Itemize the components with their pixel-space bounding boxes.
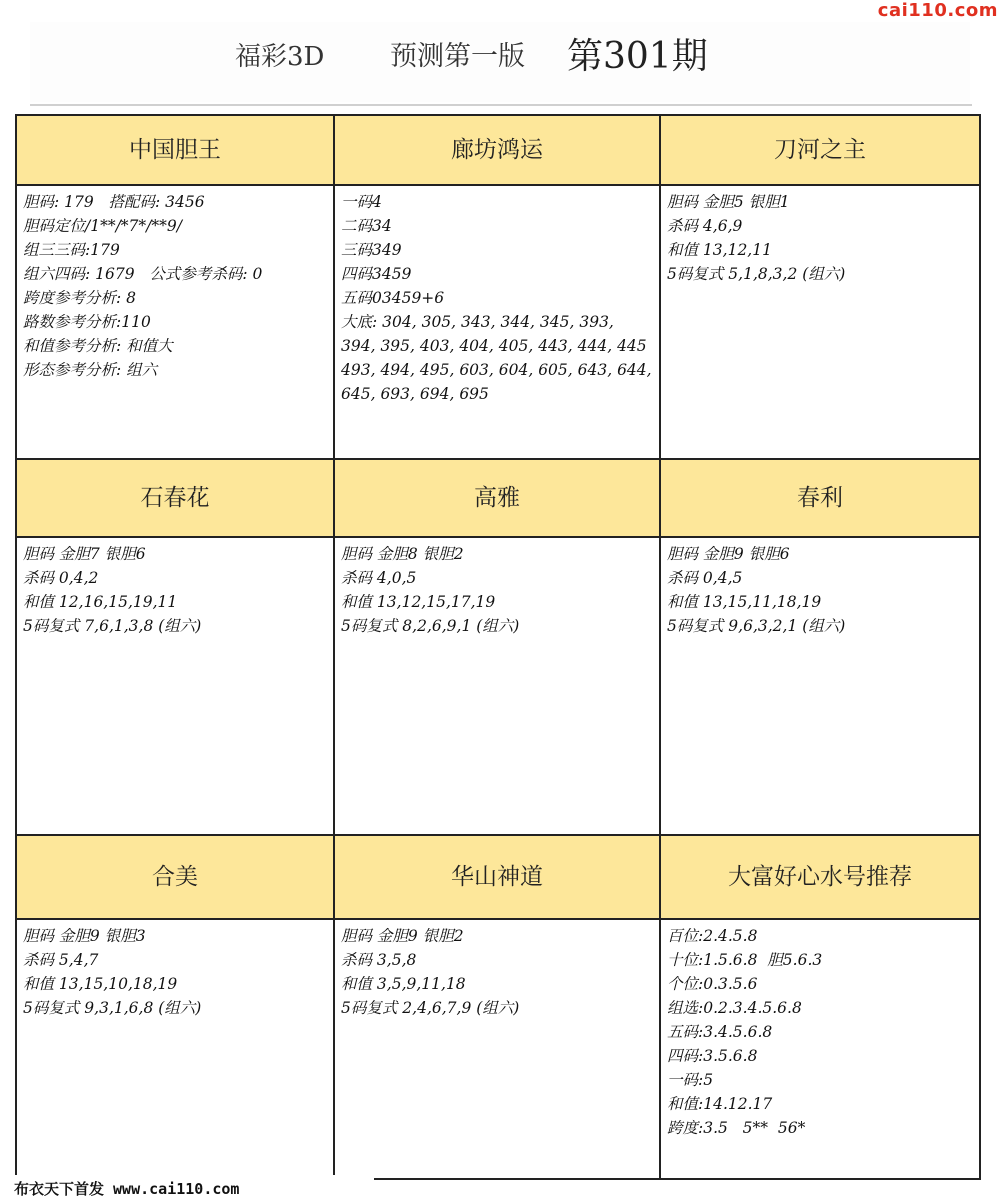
panel-line: 胆码定位/1**/*7*/**9/ <box>23 217 182 235</box>
panel-header-2: 廊坊鸿运 <box>335 116 661 186</box>
panel-body-3 <box>661 186 979 460</box>
panel-line: 四码3459 <box>341 265 412 283</box>
panel-body-2 <box>335 186 661 460</box>
panel-line: 百位:2.4.5.8 <box>667 927 758 945</box>
panel-line: 形态参考分析: 组六 <box>23 361 158 379</box>
panel-line: 组三三码:179 <box>23 241 120 259</box>
panel-line: 杀码 4,6,9 <box>667 217 743 235</box>
panel-body-6 <box>661 538 979 836</box>
panel-header-3: 刀河之主 <box>661 116 979 186</box>
panel-line: 杀码 4,0,5 <box>341 569 417 587</box>
panel-line: 和值 13,15,10,18,19 <box>23 975 178 993</box>
panel-line: 胆码 金胆9 银胆6 <box>667 545 790 563</box>
footer-watermark: 布衣天下首发 www.cai110.com <box>0 1175 374 1203</box>
panel-header-1: 中国胆王 <box>17 116 335 186</box>
panel-line: 胆码 金胆8 银胆2 <box>341 545 464 563</box>
panel-line: 5码复式 7,6,1,3,8 (组六) <box>23 617 202 635</box>
panel-line: 胆码 金胆5 银胆1 <box>667 193 790 211</box>
panel-line: 和值 13,12,15,17,19 <box>341 593 496 611</box>
panel-line: 杀码 5,4,7 <box>23 951 99 969</box>
panel-line: 胆码 金胆9 银胆3 <box>23 927 146 945</box>
site-watermark: cai110.com <box>877 0 998 21</box>
panel-line: 组六四码: 1679 公式参考杀码: 0 <box>23 265 263 283</box>
panel-header-8: 华山神道 <box>335 836 661 920</box>
panel-line: 5码复式 5,1,8,3,2 (组六) <box>667 265 846 283</box>
panel-body-1 <box>17 186 335 460</box>
panel-line: 和值 3,5,9,11,18 <box>341 975 466 993</box>
panel-line: 个位:0.3.5.6 <box>667 975 758 993</box>
prediction-grid <box>15 114 981 1180</box>
panel-header-4: 石春花 <box>17 460 335 538</box>
panel-line: 和值:14.12.17 <box>667 1095 773 1113</box>
panel-line: 三码349 <box>341 241 402 259</box>
issue-number: 第301期 <box>567 36 708 77</box>
panel-line: 四码:3.5.6.8 <box>667 1047 758 1065</box>
panel-line: 跨度:3.5 5** 56* <box>667 1119 806 1137</box>
panel-line: 五码03459+6 <box>341 289 445 307</box>
panel-line: 大底: 304, 305, 343, 344, 345, 393, 394, 395, 403, 404, 405, 443, 444, 445 <box>341 313 647 355</box>
panel-header-7: 合美 <box>17 836 335 920</box>
panel-line: 和值 13,15,11,18,19 <box>667 593 822 611</box>
panel-line: 二码34 <box>341 217 392 235</box>
panel-body-5 <box>335 538 661 836</box>
panel-header-5: 高雅 <box>335 460 661 538</box>
panel-line: 十位:1.5.6.8 胆5.6.3 <box>667 951 823 969</box>
panel-line: 五码:3.4.5.6.8 <box>667 1023 773 1041</box>
panel-line: 一码4 <box>341 193 382 211</box>
panel-line: 5码复式 9,6,3,2,1 (组六) <box>667 617 846 635</box>
panel-line: 路数参考分析:110 <box>23 313 151 331</box>
panel-line: 杀码 0,4,5 <box>667 569 743 587</box>
panel-body-7 <box>17 920 335 1178</box>
panel-header-6: 春利 <box>661 460 979 538</box>
panel-line: 493, 494, 495, 603, 604, 605, 643, 644, 645, 693, 694, 695 <box>341 361 652 403</box>
panel-line: 胆码 金胆7 银胆6 <box>23 545 146 563</box>
panel-line: 和值参考分析: 和值大 <box>23 337 173 355</box>
panel-body-4 <box>17 538 335 836</box>
header-divider <box>30 104 972 106</box>
edition-title: 预测第一版 <box>390 41 525 72</box>
panel-line: 和值 12,16,15,19,11 <box>23 593 178 611</box>
panel-line: 组选:0.2.3.4.5.6.8 <box>667 999 802 1017</box>
panel-header-9: 大富好心水号推荐 <box>661 836 979 920</box>
panel-line: 一码:5 <box>667 1071 714 1089</box>
panel-line: 胆码 金胆9 银胆2 <box>341 927 464 945</box>
panel-line: 杀码 0,4,2 <box>23 569 99 587</box>
panel-line: 和值 13,12,11 <box>667 241 772 259</box>
panel-body-9 <box>661 920 979 1178</box>
panel-line: 5码复式 9,3,1,6,8 (组六) <box>23 999 202 1017</box>
panel-line: 杀码 3,5,8 <box>341 951 417 969</box>
panel-line: 5码复式 8,2,6,9,1 (组六) <box>341 617 520 635</box>
panel-line: 跨度参考分析: 8 <box>23 289 137 307</box>
panel-line: 5码复式 2,4,6,7,9 (组六) <box>341 999 520 1017</box>
page-header <box>30 22 970 102</box>
panel-line: 胆码: 179 搭配码: 3456 <box>23 193 205 211</box>
panel-body-8 <box>335 920 661 1178</box>
lottery-name: 福彩3D <box>235 42 325 72</box>
